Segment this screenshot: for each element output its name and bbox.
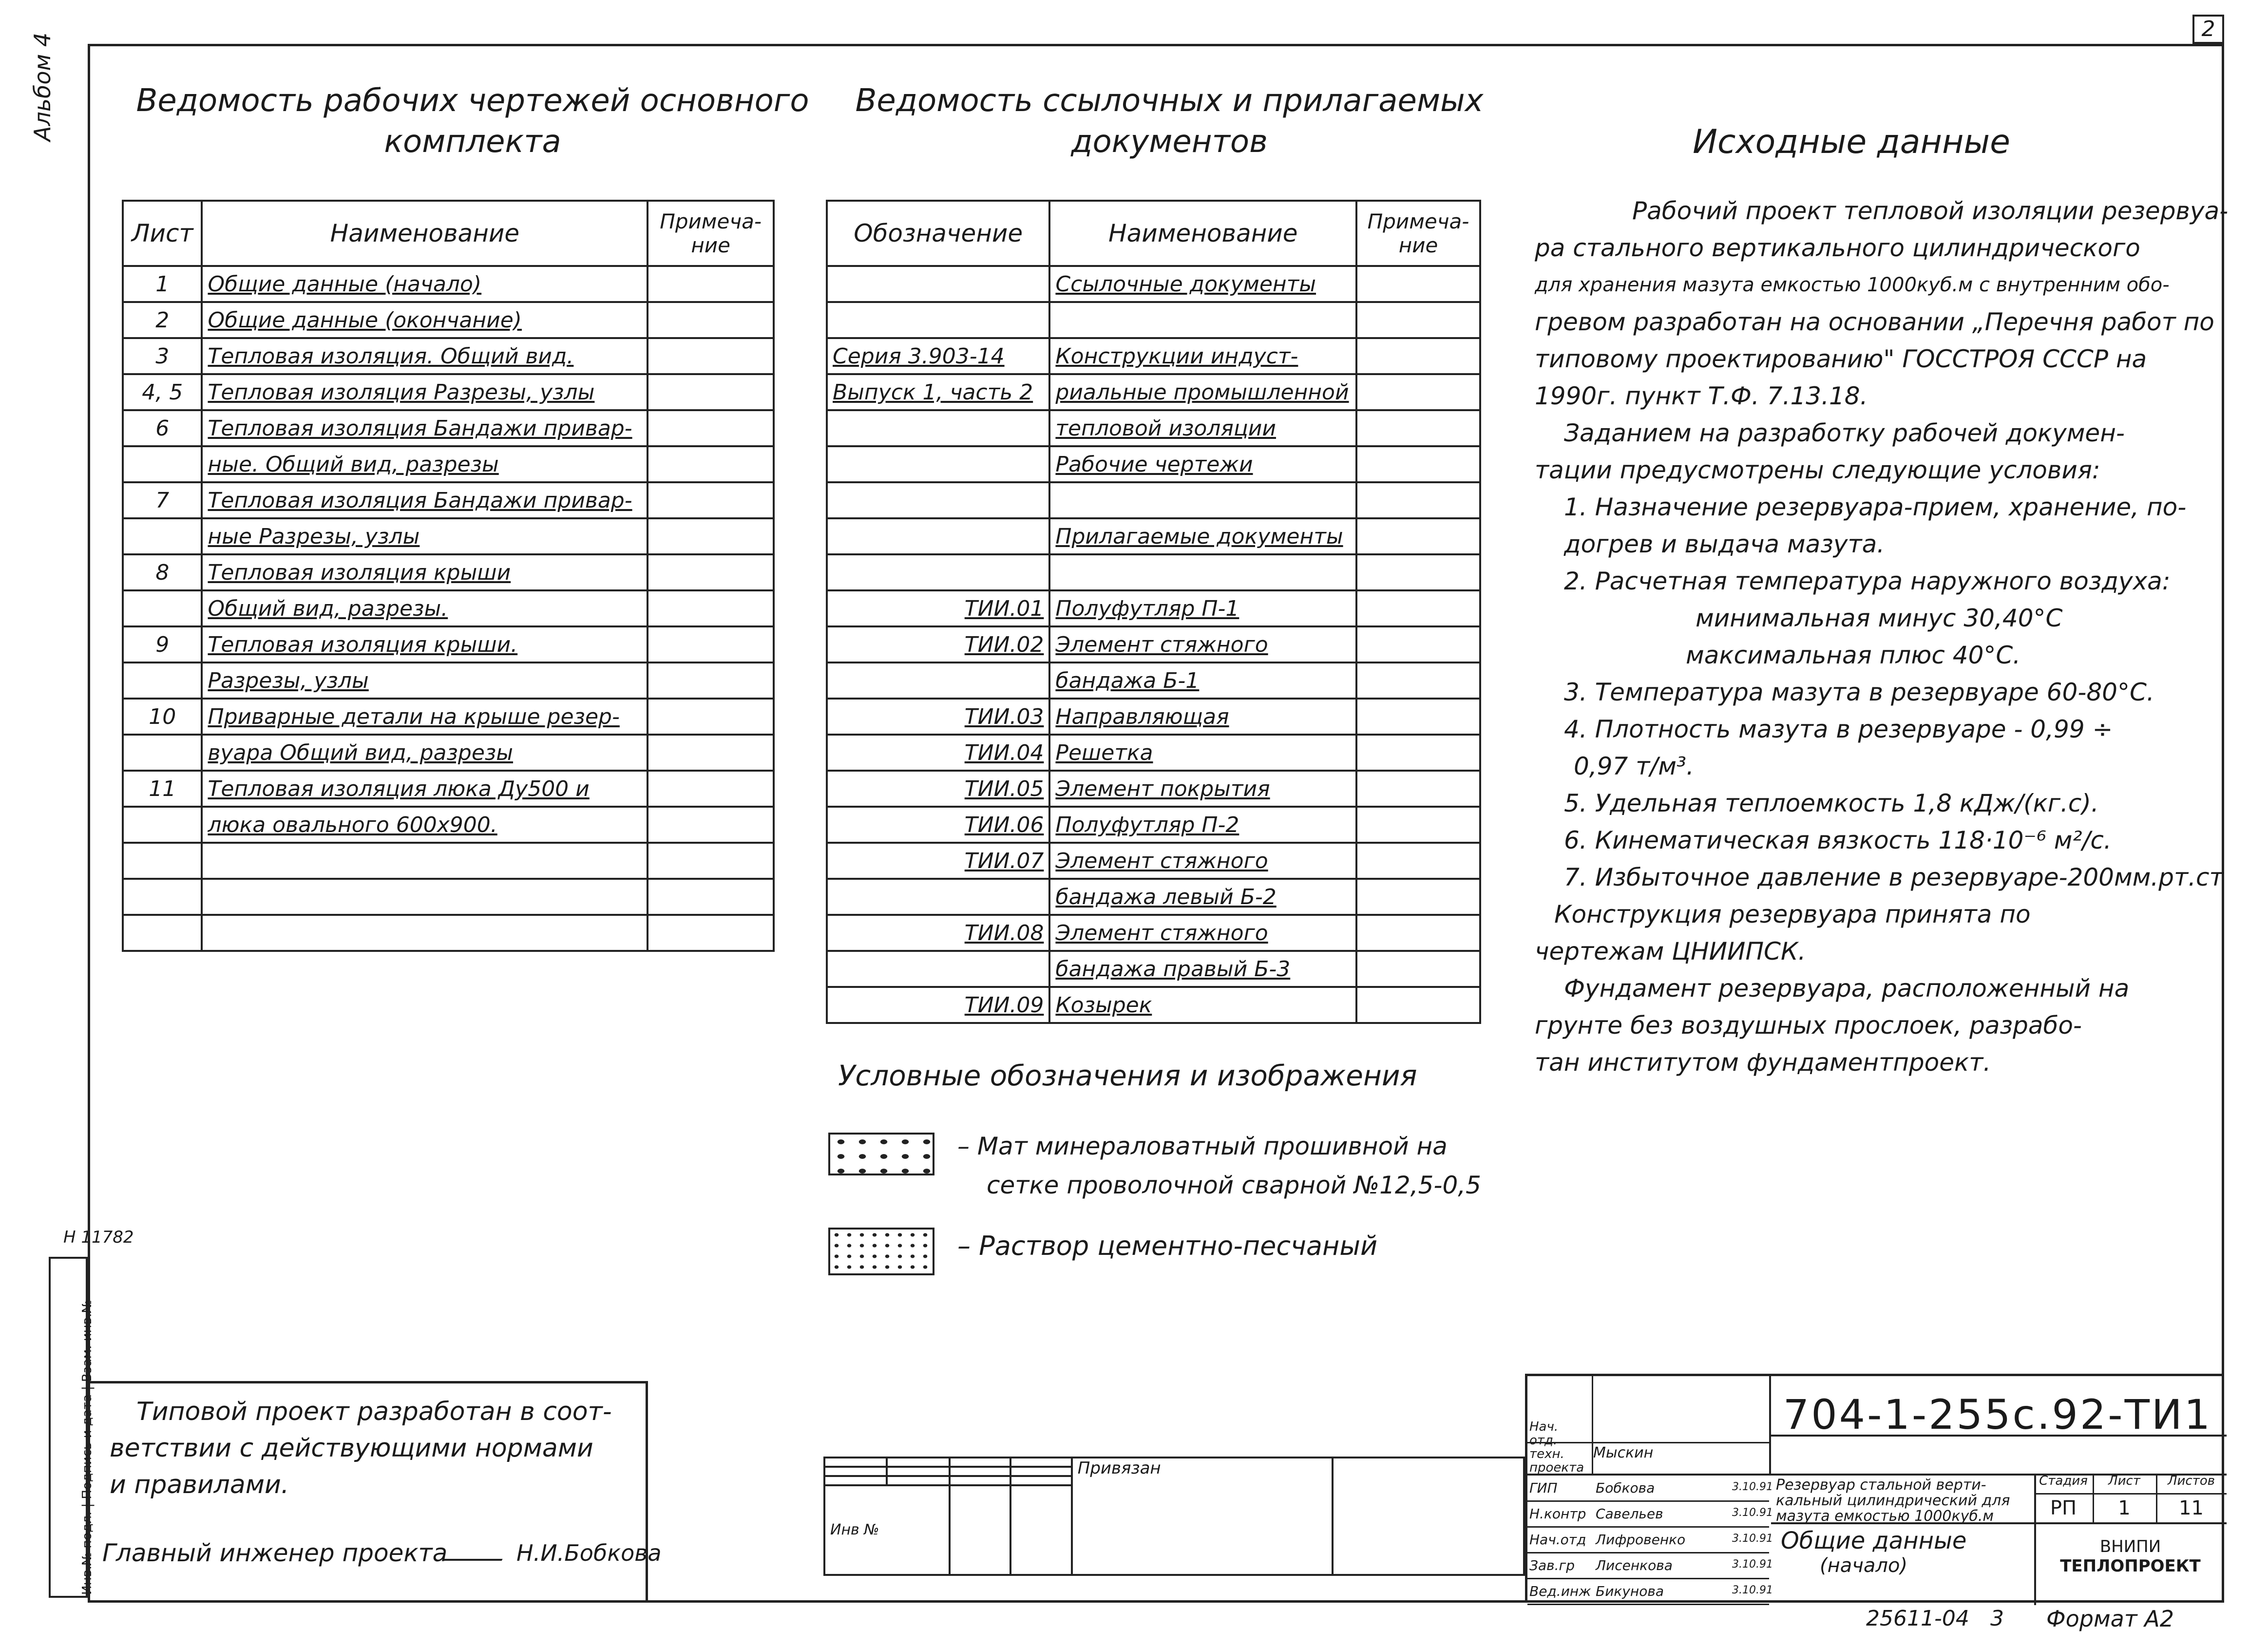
table-row xyxy=(123,590,774,626)
row-sheet xyxy=(123,446,202,482)
row-sheet: 4, 5 xyxy=(123,374,202,410)
row-name: Общие данные (начало) xyxy=(202,266,648,302)
row-name: Направляющая xyxy=(1049,699,1356,735)
row-sheet: 11 xyxy=(123,771,202,807)
footer-format: Формат А2 xyxy=(2046,1606,2174,1632)
table-row xyxy=(827,410,1480,446)
table-row xyxy=(827,807,1480,843)
legend-item1-line2: сетке проволочной сварной №12,5-0,5 xyxy=(987,1171,1481,1199)
row-name: Тепловая изоляция. Общий вид. xyxy=(202,338,648,374)
row-sheet: 10 xyxy=(123,699,202,735)
chief-area xyxy=(1527,1376,1771,1474)
legend-title: Условные обозначения и изображения xyxy=(838,1059,1417,1092)
footer-number: 25611-04 xyxy=(1866,1606,1969,1631)
row-sheet: 7 xyxy=(123,482,202,518)
person: Бикунова xyxy=(1596,1583,1664,1599)
signature-row xyxy=(1527,1476,1773,1502)
organization xyxy=(2034,1537,2227,1576)
row-note xyxy=(1356,879,1480,915)
table-row xyxy=(827,518,1480,554)
row-note xyxy=(648,482,774,518)
document-code: 704-1-255с.92-ТИ1 xyxy=(1783,1391,2212,1439)
table-row xyxy=(827,843,1480,879)
table-row xyxy=(123,843,774,879)
signature-row xyxy=(1527,1579,1773,1605)
row-name: бандажа правый Б-3 xyxy=(1049,951,1356,987)
row-sheet: 6 xyxy=(123,410,202,446)
object-description: Резервуар стальной верти-кальный цилиндрический для мазута емкостью 1000куб.м xyxy=(1776,1477,2010,1525)
table-row xyxy=(827,482,1480,518)
table-row xyxy=(827,626,1480,663)
album-label: Альбом 4 xyxy=(29,32,56,141)
row-name xyxy=(1049,554,1356,590)
row-name: Полуфутляр П-2 xyxy=(1049,807,1356,843)
row-note xyxy=(1356,626,1480,663)
row-sheet: 3 xyxy=(123,338,202,374)
row-name: Решетка xyxy=(1049,735,1356,771)
row-name: люка овального 600х900. xyxy=(202,807,648,843)
title-block xyxy=(1525,1374,2224,1603)
refs-title-line1: Ведомость ссылочных и прилагаемых xyxy=(855,83,1484,119)
table-row xyxy=(123,446,774,482)
row-name: Тепловая изоляция люка Ду500 и xyxy=(202,771,648,807)
note-line3: и правилами. xyxy=(110,1470,289,1499)
row-note xyxy=(648,771,774,807)
row-sheet xyxy=(123,735,202,771)
side-stamp xyxy=(49,1257,95,1598)
initial-line: 6. Кинематическая вязкость 118·10⁻⁶ м²/с. xyxy=(1564,826,2112,854)
table-row xyxy=(827,266,1480,302)
row-note xyxy=(648,626,774,663)
row-code xyxy=(827,554,1049,590)
row-code xyxy=(827,518,1049,554)
initial-line: догрев и выдача мазута. xyxy=(1564,530,1885,558)
table-row xyxy=(827,699,1480,735)
row-note xyxy=(1356,266,1480,302)
row-note xyxy=(1356,771,1480,807)
row-name: Элемент покрытия xyxy=(1049,771,1356,807)
row-name: Рабочие чертежи xyxy=(1049,446,1356,482)
row-sheet xyxy=(123,807,202,843)
date: 3.10.91 xyxy=(1732,1507,1773,1519)
initial-line: 2. Расчетная температура наружного воздуха: xyxy=(1564,567,2171,595)
person: Савельев xyxy=(1596,1506,1663,1522)
drawings-title xyxy=(122,80,823,162)
note-line2: ветствии с действующими нормами xyxy=(110,1434,593,1463)
row-note xyxy=(1356,951,1480,987)
drawings-title-line2: комплекта xyxy=(384,124,561,160)
role: Нач.отд xyxy=(1529,1532,1586,1548)
row-code xyxy=(827,951,1049,987)
org-line2: ТЕПЛОПРОЕКТ xyxy=(2060,1556,2201,1576)
table-row xyxy=(827,554,1480,590)
row-note xyxy=(648,410,774,446)
col-name: Наименование xyxy=(202,201,648,266)
row-name xyxy=(202,915,648,951)
row-name: Приварные детали на крыше резер- xyxy=(202,699,648,735)
row-name: риальные промышленной xyxy=(1049,374,1356,410)
row-name: ные Разрезы, узлы xyxy=(202,518,648,554)
row-name: тепловой изоляции xyxy=(1049,410,1356,446)
row-note xyxy=(1356,735,1480,771)
initial-line: Конструкция резервуара принята по xyxy=(1554,900,2031,928)
row-name: вуара Общий вид, разрезы xyxy=(202,735,648,771)
row-code: ТИИ.04 xyxy=(827,735,1049,771)
sheet-number-box xyxy=(2192,15,2224,44)
row-name: ные. Общий вид, разрезы xyxy=(202,446,648,482)
row-note xyxy=(648,302,774,338)
row-name: Общий вид, разрезы. xyxy=(202,590,648,626)
row-note xyxy=(648,735,774,771)
row-name: Тепловая изоляция крыши. xyxy=(202,626,648,663)
binding-inv: Инв № xyxy=(830,1521,879,1539)
row-name: Элемент стяжного xyxy=(1049,915,1356,951)
row-code: ТИИ.03 xyxy=(827,699,1049,735)
sheet-title-line1: Общие данные xyxy=(1781,1527,1967,1554)
table-row xyxy=(123,302,774,338)
row-name: Тепловая изоляция Разрезы, узлы xyxy=(202,374,648,410)
row-name: Элемент стяжного xyxy=(1049,843,1356,879)
row-note xyxy=(1356,482,1480,518)
row-name: Конструкции индуст- xyxy=(1049,338,1356,374)
row-name: Тепловая изоляция Бандажи привар- xyxy=(202,482,648,518)
col-code: Обозначение xyxy=(827,201,1049,266)
date: 3.10.91 xyxy=(1732,1481,1773,1493)
refs-title xyxy=(828,80,1510,162)
initial-line: типовому проектированию" ГОССТРОЯ СССР на xyxy=(1535,345,2147,373)
row-note xyxy=(648,554,774,590)
row-code xyxy=(827,879,1049,915)
row-code: ТИИ.02 xyxy=(827,626,1049,663)
table-row xyxy=(123,266,774,302)
initial-line: Заданием на разработку рабочей докумен- xyxy=(1564,419,2125,447)
signature-icon xyxy=(443,1539,512,1561)
row-sheet xyxy=(123,590,202,626)
col-note: Примеча- ние xyxy=(1356,201,1480,266)
initial-line: ра стального вертикального цилиндрического xyxy=(1535,234,2140,262)
initial-line: гревом разработан на основании „Перечня работ по xyxy=(1535,308,2214,336)
signature-row xyxy=(1527,1553,1773,1579)
table-row xyxy=(827,915,1480,951)
row-code xyxy=(827,266,1049,302)
col-sheet: Лист xyxy=(123,201,202,266)
row-note xyxy=(648,374,774,410)
sheets-value: 11 xyxy=(2179,1497,2204,1519)
table-row xyxy=(123,663,774,699)
table-row xyxy=(123,771,774,807)
row-sheet xyxy=(123,915,202,951)
sheets-label: Листов xyxy=(2167,1474,2215,1488)
drawings-title-line1: Ведомость рабочих чертежей основного xyxy=(136,83,809,119)
row-sheet xyxy=(123,843,202,879)
table-row xyxy=(827,663,1480,699)
initial-line: тации предусмотрены следующие условия: xyxy=(1535,456,2100,484)
date: 3.10.91 xyxy=(1732,1558,1773,1571)
initial-line: 0,97 т/м³. xyxy=(1574,752,1694,780)
row-name: Разрезы, узлы xyxy=(202,663,648,699)
row-code: ТИИ.06 xyxy=(827,807,1049,843)
row-name: бандажа левый Б-2 xyxy=(1049,879,1356,915)
role: Вед.инж xyxy=(1529,1583,1591,1599)
table-row xyxy=(123,554,774,590)
role: ГИП xyxy=(1529,1480,1558,1496)
row-code: ТИИ.08 xyxy=(827,915,1049,951)
person: Бобкова xyxy=(1596,1480,1655,1496)
signature-rows xyxy=(1527,1476,1771,1605)
initial-line: 5. Удельная теплоемкость 1,8 кДж/(кг.с). xyxy=(1564,789,2099,817)
binding-block xyxy=(823,1457,1525,1576)
row-name xyxy=(202,843,648,879)
legend-item2: – Раствор цементно-песчаный xyxy=(957,1231,1378,1261)
row-note xyxy=(648,843,774,879)
mortar-hatch-icon xyxy=(828,1228,934,1275)
row-name: Прилагаемые документы xyxy=(1049,518,1356,554)
table-row xyxy=(123,626,774,663)
note-line1: Типовой проект разработан в соот- xyxy=(136,1397,612,1426)
row-code: ТИИ.09 xyxy=(827,987,1049,1023)
row-code: Выпуск 1, часть 2 xyxy=(827,374,1049,410)
table-row xyxy=(123,735,774,771)
row-note xyxy=(648,807,774,843)
row-note xyxy=(1356,663,1480,699)
row-note xyxy=(648,915,774,951)
table-row xyxy=(123,807,774,843)
row-sheet: 2 xyxy=(123,302,202,338)
table-row xyxy=(827,771,1480,807)
table-row xyxy=(827,338,1480,374)
signature-row xyxy=(1527,1502,1773,1528)
row-code xyxy=(827,446,1049,482)
row-sheet xyxy=(123,663,202,699)
sheet-title xyxy=(1781,1527,2024,1577)
row-note xyxy=(648,266,774,302)
row-sheet xyxy=(123,879,202,915)
row-name: Тепловая изоляция Бандажи привар- xyxy=(202,410,648,446)
initial-line: 1990г. пункт Т.Ф. 7.13.18. xyxy=(1535,382,1868,410)
table-row xyxy=(827,987,1480,1023)
row-note xyxy=(648,590,774,626)
org-line1: ВНИПИ xyxy=(2099,1537,2161,1556)
table-row xyxy=(827,590,1480,626)
table-row xyxy=(123,915,774,951)
row-note xyxy=(1356,554,1480,590)
drawings-table xyxy=(122,200,775,952)
row-code: ТИИ.07 xyxy=(827,843,1049,879)
row-name: Полуфутляр П-1 xyxy=(1049,590,1356,626)
row-note xyxy=(1356,590,1480,626)
row-note xyxy=(1356,699,1480,735)
footer-copy: 3 xyxy=(1990,1606,2004,1631)
row-code xyxy=(827,302,1049,338)
mat-hatch-icon xyxy=(828,1133,934,1175)
person: Лифровенко xyxy=(1596,1532,1686,1548)
table-row xyxy=(827,374,1480,410)
row-sheet xyxy=(123,518,202,554)
row-note xyxy=(1356,518,1480,554)
initial-line: чертежам ЦНИИПСК. xyxy=(1535,937,1806,965)
initial-line: 3. Температура мазута в резервуаре 60-80°С. xyxy=(1564,678,2154,706)
row-name xyxy=(1049,482,1356,518)
table-row xyxy=(123,410,774,446)
row-sheet: 9 xyxy=(123,626,202,663)
chief-name: Мыскин xyxy=(1593,1444,1654,1461)
sheet-value: 1 xyxy=(2118,1497,2131,1519)
row-name: Элемент стяжного xyxy=(1049,626,1356,663)
role: Зав.гр xyxy=(1529,1557,1575,1573)
row-note xyxy=(648,879,774,915)
row-note xyxy=(1356,915,1480,951)
date: 3.10.91 xyxy=(1732,1584,1773,1596)
table-row xyxy=(827,302,1480,338)
col-note: Примеча- ние xyxy=(648,201,774,266)
table-row xyxy=(827,879,1480,915)
row-name xyxy=(202,879,648,915)
row-note xyxy=(1356,338,1480,374)
person: Лисенкова xyxy=(1596,1557,1673,1573)
refs-title-line2: документов xyxy=(1071,124,1268,160)
initial-line: 1. Назначение резервуара-прием, хранение, по- xyxy=(1564,493,2187,521)
table-row xyxy=(123,482,774,518)
table-row xyxy=(827,735,1480,771)
row-code xyxy=(827,663,1049,699)
table-row xyxy=(123,518,774,554)
row-note xyxy=(1356,302,1480,338)
role: Н.контр xyxy=(1529,1506,1586,1522)
row-sheet: 8 xyxy=(123,554,202,590)
row-note xyxy=(648,518,774,554)
binding-label: Привязан xyxy=(1077,1458,1161,1478)
legend-item1-line1: – Мат минераловатный прошивной на xyxy=(957,1132,1448,1160)
stage-value: РП xyxy=(2050,1497,2077,1519)
col-name: Наименование xyxy=(1049,201,1356,266)
table-row xyxy=(827,446,1480,482)
stage-label: Стадия xyxy=(2039,1474,2088,1488)
initial-line: минимальная минус 30,40°С xyxy=(1696,604,2063,632)
initial-line: Рабочий проект тепловой изоляции резервуа- xyxy=(1632,197,2229,225)
initial-line: для хранения мазута емкостью 1000куб.м с внутренним обо- xyxy=(1535,274,2170,296)
row-code: ТИИ.01 xyxy=(827,590,1049,626)
initial-line: грунте без воздушных прослоек, разрабо- xyxy=(1535,1011,2082,1040)
initial-line: Фундамент резервуара, расположенный на xyxy=(1564,974,2130,1003)
table-row xyxy=(123,338,774,374)
row-note xyxy=(1356,374,1480,410)
sheet-label: Лист xyxy=(2108,1474,2140,1488)
row-name: Тепловая изоляция крыши xyxy=(202,554,648,590)
row-name: Козырек xyxy=(1049,987,1356,1023)
row-note xyxy=(1356,843,1480,879)
date: 3.10.91 xyxy=(1732,1533,1773,1545)
sheet-title-line2: (начало) xyxy=(1820,1554,1908,1577)
row-note xyxy=(648,338,774,374)
row-note xyxy=(648,699,774,735)
row-code: ТИИ.05 xyxy=(827,771,1049,807)
refs-table xyxy=(826,200,1481,1024)
row-note xyxy=(1356,410,1480,446)
row-note xyxy=(648,446,774,482)
row-note xyxy=(648,663,774,699)
initial-line: максимальная плюс 40°С. xyxy=(1686,641,2021,669)
row-code xyxy=(827,410,1049,446)
initial-line: тан институтом фундаментпроект. xyxy=(1535,1048,1991,1077)
engineer-label: Главный инженер проекта xyxy=(102,1539,448,1567)
initial-line: 7. Избыточное давление в резервуаре-200мм.рт.ст xyxy=(1564,863,2224,891)
side-stamp-text: Инв.№ подл. | Подпись и дата | Взам. инв.№ xyxy=(80,1300,95,1595)
table-row xyxy=(827,951,1480,987)
table-row xyxy=(123,699,774,735)
table-row xyxy=(123,879,774,915)
row-note xyxy=(1356,987,1480,1023)
row-name: Ссылочные документы xyxy=(1049,266,1356,302)
engineer-name: Н.И.Бобкова xyxy=(516,1540,662,1566)
row-name xyxy=(1049,302,1356,338)
row-name: бандажа Б-1 xyxy=(1049,663,1356,699)
initial-line: 4. Плотность мазута в резервуаре - 0,99 ÷ xyxy=(1564,715,2113,743)
chief-label: Нач. отд. техн. проекта xyxy=(1527,1376,1593,1474)
table-row xyxy=(123,374,774,410)
row-note xyxy=(1356,446,1480,482)
row-name: Общие данные (окончание) xyxy=(202,302,648,338)
row-sheet: 1 xyxy=(123,266,202,302)
initial-title: Исходные данные xyxy=(1693,123,2010,161)
row-code xyxy=(827,482,1049,518)
sheet-number: 2 xyxy=(2201,17,2215,41)
row-note xyxy=(1356,807,1480,843)
inventory-number: Н 11782 xyxy=(63,1228,134,1247)
row-code: Серия 3.903-14 xyxy=(827,338,1049,374)
signature-row xyxy=(1527,1528,1773,1553)
